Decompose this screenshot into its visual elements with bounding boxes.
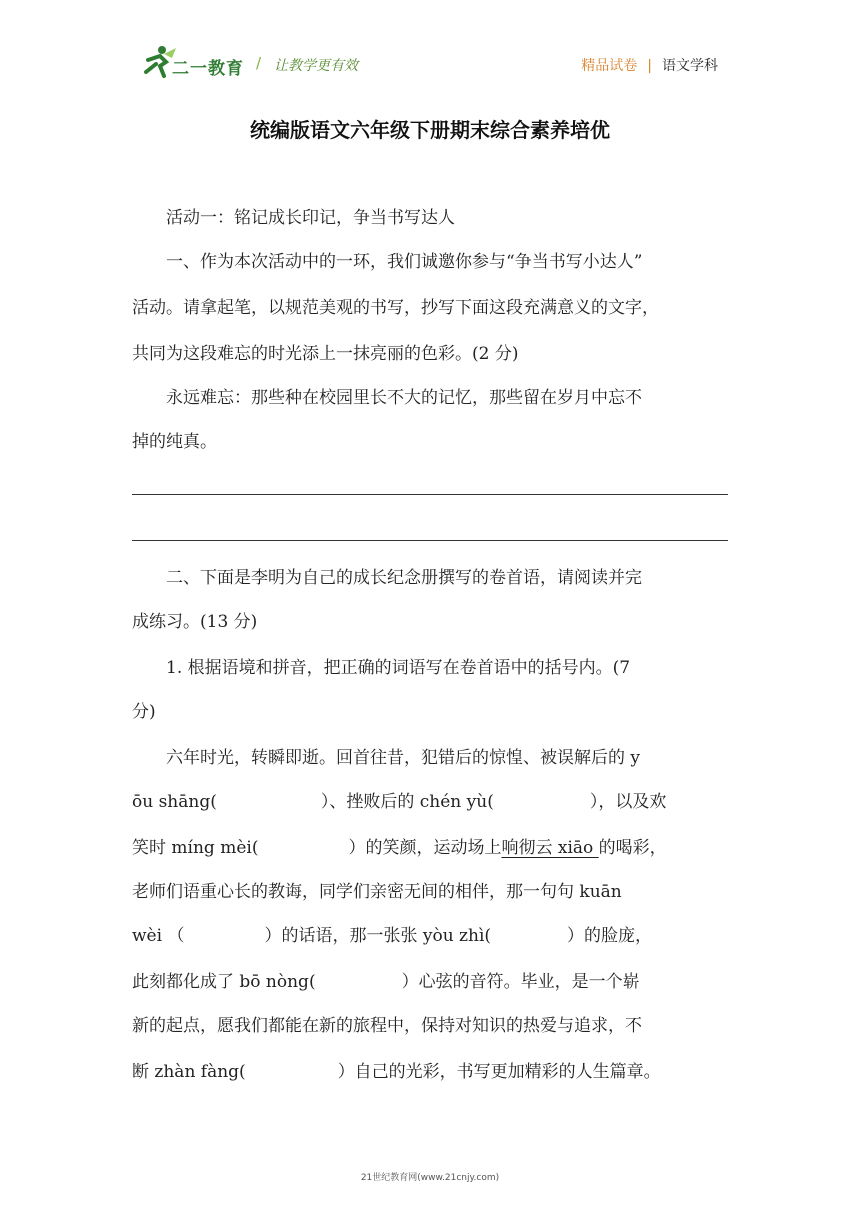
pinyin-prompt: ōu shāng(	[132, 792, 217, 812]
q1-line-3: 共同为这段难忘的时光添上一抹亮丽的色彩。(2 分)	[132, 344, 519, 364]
passage-line-4: 老师们语重心长的教诲，同学们亲密无间的相伴，那一句句 kuān	[132, 882, 622, 902]
passage-line-6	[132, 960, 730, 1004]
pinyin-prompt: wèi （	[132, 926, 185, 946]
logo-text: 二一教育	[172, 59, 244, 79]
passage-line-8	[132, 1050, 730, 1094]
q2-line-1: 二、下面是李明为自己的成长纪念册撰写的卷首语，请阅读并完	[166, 568, 642, 588]
page-title: 统编版语文六年级下册期末综合素养培优	[250, 118, 610, 142]
passage-text: ）心弦的音符。毕业，是一个崭	[401, 972, 640, 992]
passage-text: ），以及欢	[589, 792, 667, 812]
pinyin-prompt: 笑时 míng mèi(	[132, 838, 259, 858]
q2-line-2: 成练习。(13 分)	[132, 612, 258, 632]
passage-line-5	[132, 914, 730, 958]
writing-line-2[interactable]	[132, 540, 728, 541]
pinyin-prompt: 断 zhàn fàng(	[132, 1062, 246, 1082]
passage-text: 六年时光，转瞬即逝。回首往昔，犯错后的惊惶、被误解后的 y	[166, 748, 641, 768]
logo	[138, 44, 378, 84]
q1-line-1: 一、作为本次活动中的一环，我们诚邀你参与“争当书写小达人”	[166, 252, 643, 272]
q1-copy-text-2: 掉的纯真。	[132, 432, 217, 452]
header-tags	[581, 55, 718, 75]
writing-line-1[interactable]	[132, 494, 728, 495]
page-footer: 21世纪教育网(www.21cnjy.com)	[360, 1173, 500, 1183]
q1-copy-text-1: 永远难忘：那些种在校园里长不大的记忆，那些留在岁月中忘不	[166, 388, 642, 408]
pinyin-prompt: ）的话语，那一张张 yòu zhì(	[264, 926, 492, 946]
q2-sub1-line-2: 分)	[132, 702, 156, 722]
premium-tag: 精品试卷	[581, 58, 638, 74]
pinyin-prompt: ）、挫败后的 chén yù(	[320, 792, 494, 812]
passage-text: ）自己的光彩，书写更加精彩的人生篇章。	[337, 1062, 661, 1082]
logo-slogan: 让教学更有效	[274, 58, 358, 74]
pinyin-prompt: 此刻都化成了 bō nòng(	[132, 972, 316, 992]
logo-separator: /	[256, 54, 262, 72]
q1-line-2: 活动。请拿起笔，以规范美观的书写，抄写下面这段充满意义的文字，	[132, 298, 659, 318]
header-divider: |	[647, 58, 652, 74]
underlined-phrase: 响彻云 xiāo	[501, 838, 599, 858]
page-header	[0, 0, 860, 95]
passage-text: 的喝彩，	[598, 838, 667, 858]
passage-text: ）的笑颜，运动场上	[348, 838, 502, 858]
subject-tag: 语文学科	[662, 58, 718, 74]
passage-line-2	[132, 780, 730, 824]
passage-line-7: 新的起点，愿我们都能在新的旅程中，保持对知识的热爱与追求，不	[132, 1016, 642, 1036]
passage-text: ）的脸庞，	[567, 926, 653, 946]
activity-heading: 活动一：铭记成长印记，争当书写达人	[166, 208, 455, 228]
q2-sub1-line-1: 1. 根据语境和拼音，把正确的词语写在卷首语中的括号内。(7	[166, 658, 631, 678]
passage-line-3	[132, 826, 730, 870]
passage-line-1	[132, 736, 730, 780]
